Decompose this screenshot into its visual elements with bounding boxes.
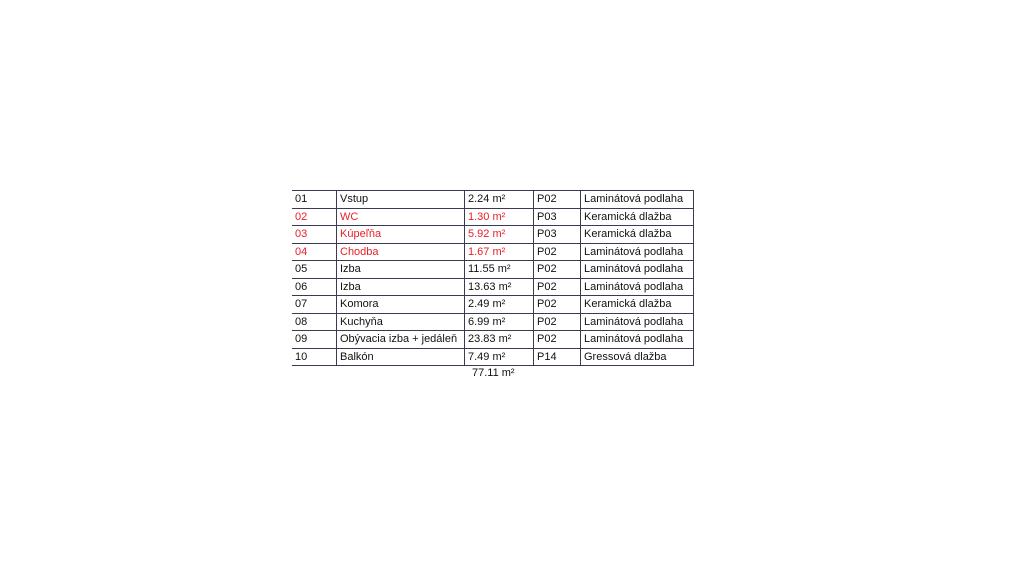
room-name: Izba [337,278,465,296]
table-row [292,313,694,331]
floor-code: P02 [534,261,581,279]
floor-type: Laminátová podlaha [581,331,694,349]
room-area: 1.30 m² [465,208,534,226]
room-number: 10 [292,348,337,366]
room-number: 05 [292,261,337,279]
room-number: 09 [292,331,337,349]
room-name: Chodba [337,243,465,261]
room-name: Balkón [337,348,465,366]
floor-type: Laminátová podlaha [581,313,694,331]
table-row [292,331,694,349]
table-row [292,296,694,314]
floor-type: Laminátová podlaha [581,278,694,296]
floor-code: P03 [534,226,581,244]
floor-type: Laminátová podlaha [581,243,694,261]
room-number: 04 [292,243,337,261]
room-name: Komora [337,296,465,314]
floor-code: P02 [534,278,581,296]
floor-type: Keramická dlažba [581,208,694,226]
floor-code: P02 [534,296,581,314]
room-name: Kúpeľňa [337,226,465,244]
room-area: 11.55 m² [465,261,534,279]
room-number: 01 [292,191,337,209]
table-row [292,191,694,209]
room-name: Izba [337,261,465,279]
floor-code: P02 [534,331,581,349]
floor-type: Gressová dlažba [581,348,694,366]
table-row [292,348,694,366]
floor-type: Keramická dlažba [581,226,694,244]
floor-code: P14 [534,348,581,366]
room-schedule-table [292,190,694,366]
room-number: 08 [292,313,337,331]
room-number: 03 [292,226,337,244]
room-area: 2.49 m² [465,296,534,314]
room-number: 02 [292,208,337,226]
room-area: 7.49 m² [465,348,534,366]
floor-code: P03 [534,208,581,226]
room-name: WC [337,208,465,226]
room-area: 1.67 m² [465,243,534,261]
room-area: 2.24 m² [465,191,534,209]
room-name: Kuchyňa [337,313,465,331]
table-row [292,243,694,261]
room-area: 5.92 m² [465,226,534,244]
floor-code: P02 [534,243,581,261]
table-row [292,261,694,279]
room-area: 23.83 m² [465,331,534,349]
room-number: 06 [292,278,337,296]
room-name: Obývacia izba + jedáleň [337,331,465,349]
table-row [292,278,694,296]
room-name: Vstup [337,191,465,209]
table-row [292,208,694,226]
floor-type: Keramická dlažba [581,296,694,314]
floor-type: Laminátová podlaha [581,191,694,209]
floor-code: P02 [534,313,581,331]
room-area: 13.63 m² [465,278,534,296]
floor-type: Laminátová podlaha [581,261,694,279]
total-area: 77.11 m² [472,367,515,379]
room-number: 07 [292,296,337,314]
floor-code: P02 [534,191,581,209]
room-area: 6.99 m² [465,313,534,331]
table-row [292,226,694,244]
